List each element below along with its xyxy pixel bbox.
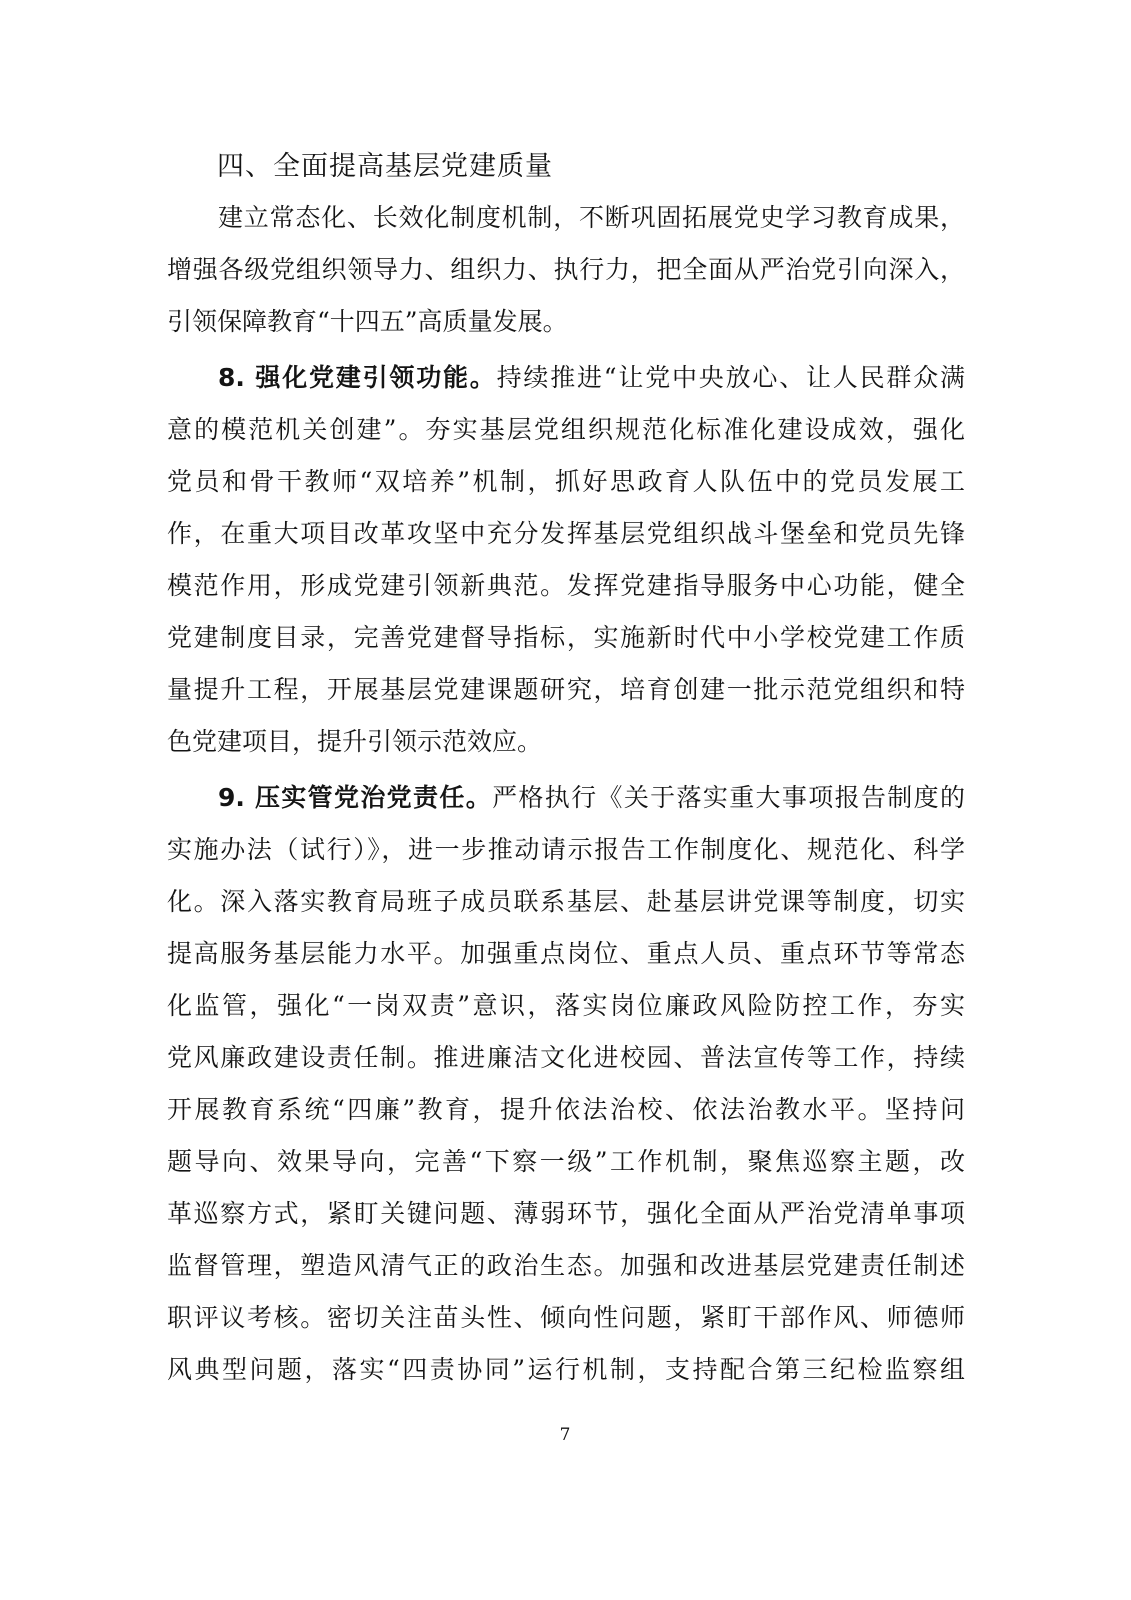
para3-line-1-text: 严格执行《关于落实重大事项报告制度的 xyxy=(492,783,965,812)
para3-line-2: 实施办法（试行）》，进一步推动请示报告工作制度化、规范化、科学 xyxy=(167,835,965,864)
para3-line-10: 监督管理，塑造风清气正的政治生态。加强和改进基层党建责任制述 xyxy=(167,1251,965,1280)
para2-lead: 8. 强化党建引领功能。 xyxy=(218,363,497,392)
para3-line-12: 风典型问题，落实“四责协同”运行机制，支持配合第三纪检监察组 xyxy=(167,1355,965,1384)
page-number: 7 xyxy=(559,1425,571,1445)
para1-line-3: 引领保障教育“十四五”高质量发展。 xyxy=(167,307,568,336)
para3-line-5: 化监管，强化“一岗双责”意识，落实岗位廉政风险防控工作，夯实 xyxy=(167,991,965,1020)
para2-line-4: 作，在重大项目改革攻坚中充分发挥基层党组织战斗堡垒和党员先锋 xyxy=(167,519,965,548)
para1-line-1: 建立常态化、长效化制度机制，不断巩固拓展党史学习教育成果， xyxy=(218,203,965,232)
para3-line-4: 提高服务基层能力水平。加强重点岗位、重点人员、重点环节等常态 xyxy=(167,939,965,968)
para2-line-7: 量提升工程，开展基层党建课题研究，培育创建一批示范党组织和特 xyxy=(167,675,965,704)
para1-line-2: 增强各级党组织领导力、组织力、执行力，把全面从严治党引向深入， xyxy=(167,255,965,284)
para3-line-11: 职评议考核。密切关注苗头性、倾向性问题，紧盯干部作风、师德师 xyxy=(167,1303,965,1332)
para2-line-3: 党员和骨干教师“双培养”机制，抓好思政育人队伍中的党员发展工 xyxy=(167,467,965,496)
para2-line-2: 意的模范机关创建”。夯实基层党组织规范化标准化建设成效，强化 xyxy=(167,415,965,444)
para2-line-5: 模范作用，形成党建引领新典范。发挥党建指导服务中心功能，健全 xyxy=(167,571,965,600)
para2-line-6: 党建制度目录，完善党建督导指标，实施新时代中小学校党建工作质 xyxy=(167,623,965,652)
para3-lead: 9. 压实管党治党责任。 xyxy=(218,783,493,812)
para3-line-3: 化。深入落实教育局班子成员联系基层、赴基层讲党课等制度，切实 xyxy=(167,887,965,916)
para3-line-1 xyxy=(167,772,965,824)
para2-line-1-text: 持续推进“让党中央放心、让人民群众满 xyxy=(496,363,965,392)
para2-line-1 xyxy=(167,352,965,404)
para3-line-9: 革巡察方式，紧盯关键问题、薄弱环节，强化全面从严治党清单事项 xyxy=(167,1199,965,1228)
para2-line-8: 色党建项目，提升引领示范效应。 xyxy=(167,727,543,756)
para3-line-8: 题导向、效果导向，完善“下察一级”工作机制，聚焦巡察主题，改 xyxy=(167,1147,965,1176)
para3-line-6: 党风廉政建设责任制。推进廉洁文化进校园、普法宣传等工作，持续 xyxy=(167,1043,965,1072)
section-heading: 四、全面提高基层党建质量 xyxy=(217,151,553,182)
para3-line-7: 开展教育系统“四廉”教育，提升依法治校、依法治教水平。坚持问 xyxy=(167,1095,965,1124)
